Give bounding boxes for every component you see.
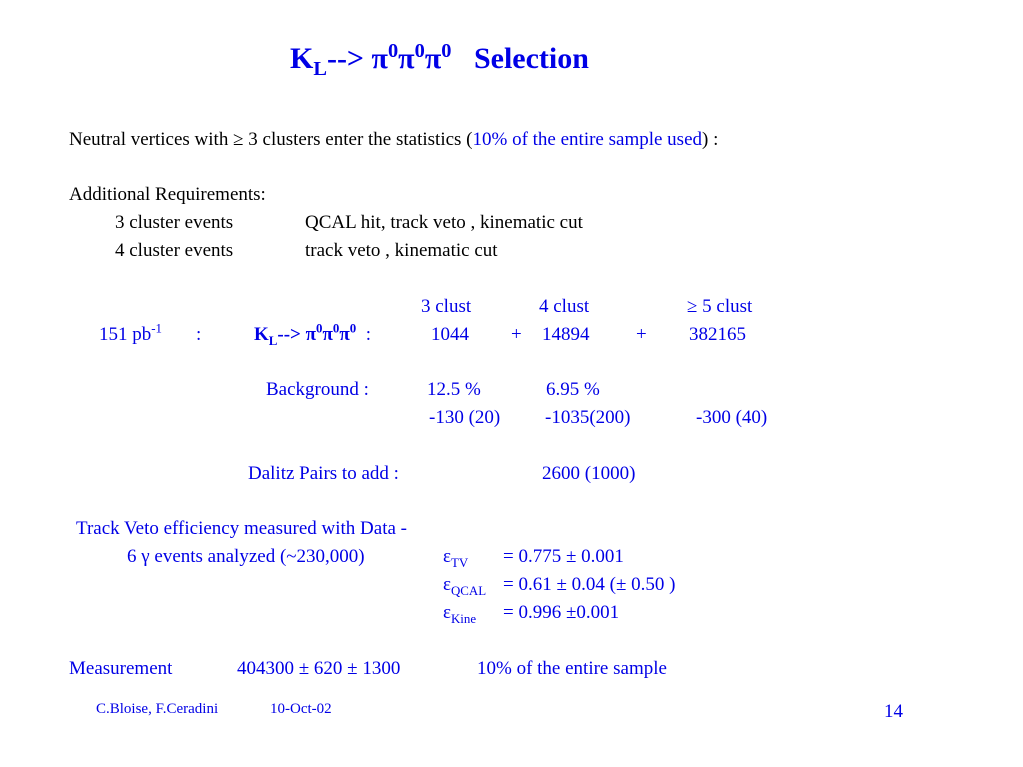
decay-sup-2: 0 — [332, 320, 340, 336]
background-corr-3clust: -130 (20) — [429, 407, 501, 428]
track-veto-heading: Track Veto efficiency measured with Data - — [76, 518, 407, 539]
decay-sup-1: 0 — [316, 320, 323, 336]
dalitz-value: 2600 (1000) — [542, 463, 636, 484]
intro-line — [69, 130, 718, 149]
background-corr-5clust: -300 (40) — [696, 407, 768, 428]
luminosity — [99, 320, 163, 345]
decay-label — [254, 320, 372, 348]
col-header-5clust: ≥ 5 clust — [687, 296, 753, 317]
eff-qcal-label — [443, 574, 487, 598]
decay-arrow: --> — [277, 324, 301, 345]
plus-2: + — [636, 324, 647, 345]
eps-symbol-2: ε — [443, 574, 451, 595]
col-header-3clust: 3 clust — [421, 296, 472, 317]
col-header-4clust: 4 clust — [539, 296, 590, 317]
background-pct-4clust: 6.95 % — [546, 379, 600, 400]
eff-qcal-value: = 0.61 ± 0.04 (± 0.50 ) — [503, 574, 676, 595]
eff-kine-value: = 0.996 ±0.001 — [503, 602, 620, 623]
eff-qcal-sub: QCAL — [450, 582, 487, 598]
background-pct-3clust: 12.5 % — [427, 379, 481, 400]
footer-date: 10-Oct-02 — [270, 701, 332, 717]
count-5clust: 382165 — [689, 324, 746, 345]
decay-pi-2: π — [322, 324, 333, 345]
title-k-sub: L — [313, 58, 327, 80]
title-k: K — [290, 42, 314, 75]
decay-pi-1: π — [305, 324, 317, 345]
title-pi-2: π — [398, 42, 415, 75]
lumi-exp: -1 — [151, 320, 163, 336]
eff-kine-sub: Kine — [450, 610, 477, 626]
background-corr-4clust: -1035(200) — [545, 407, 631, 428]
decay-k: K — [254, 324, 269, 345]
decay-pi-3: π — [339, 324, 350, 345]
decay-colon: : — [365, 324, 372, 345]
intro-before: Neutral vertices with ≥ 3 clusters enter the statistics ( — [69, 129, 473, 150]
eff-kine-label — [443, 602, 477, 626]
count-3clust: 1044 — [431, 324, 469, 345]
requirements-heading: Additional Requirements: — [69, 184, 266, 205]
background-label: Background : — [266, 379, 369, 400]
title-selection: Selection — [473, 42, 589, 75]
decay-k-sub: L — [268, 332, 278, 348]
measurement-value: 404300 ± 620 ± 1300 — [237, 658, 401, 679]
dalitz-label: Dalitz Pairs to add : — [248, 463, 399, 484]
title-sup-1: 0 — [387, 40, 399, 62]
title-pi-3: π — [424, 42, 442, 75]
intro-after: ) : — [702, 129, 719, 150]
track-veto-events: 6 γ events analyzed (~230,000) — [127, 546, 365, 567]
requirement-label-1: 3 cluster events — [115, 212, 234, 233]
title-pi-1: π — [371, 42, 388, 75]
measurement-label: Measurement — [69, 658, 173, 679]
lumi-colon: : — [196, 324, 202, 345]
slide-title — [290, 40, 589, 80]
lumi-value: 151 pb — [99, 324, 152, 345]
eps-symbol-3: ε — [443, 602, 451, 623]
count-4clust: 14894 — [542, 324, 590, 345]
eps-symbol-1: ε — [443, 546, 451, 567]
decay-sup-3: 0 — [349, 320, 357, 336]
plus-1: + — [511, 324, 522, 345]
requirement-label-2: 4 cluster events — [115, 240, 234, 261]
requirement-value-2: track veto , kinematic cut — [305, 240, 498, 261]
requirement-value-1: QCAL hit, track veto , kinematic cut — [305, 212, 583, 233]
eff-tv-sub: TV — [450, 554, 469, 570]
measurement-note: 10% of the entire sample — [477, 658, 667, 679]
eff-tv-value: = 0.775 ± 0.001 — [503, 546, 624, 567]
footer-authors: C.Bloise, F.Ceradini — [96, 701, 219, 717]
title-sup-2: 0 — [414, 40, 425, 62]
title-arrow: --> — [326, 42, 365, 75]
page-number: 14 — [884, 701, 903, 722]
title-sup-3: 0 — [441, 40, 452, 62]
intro-highlight: 10% of the entire sample used — [472, 129, 703, 150]
eff-tv-label — [443, 546, 469, 570]
